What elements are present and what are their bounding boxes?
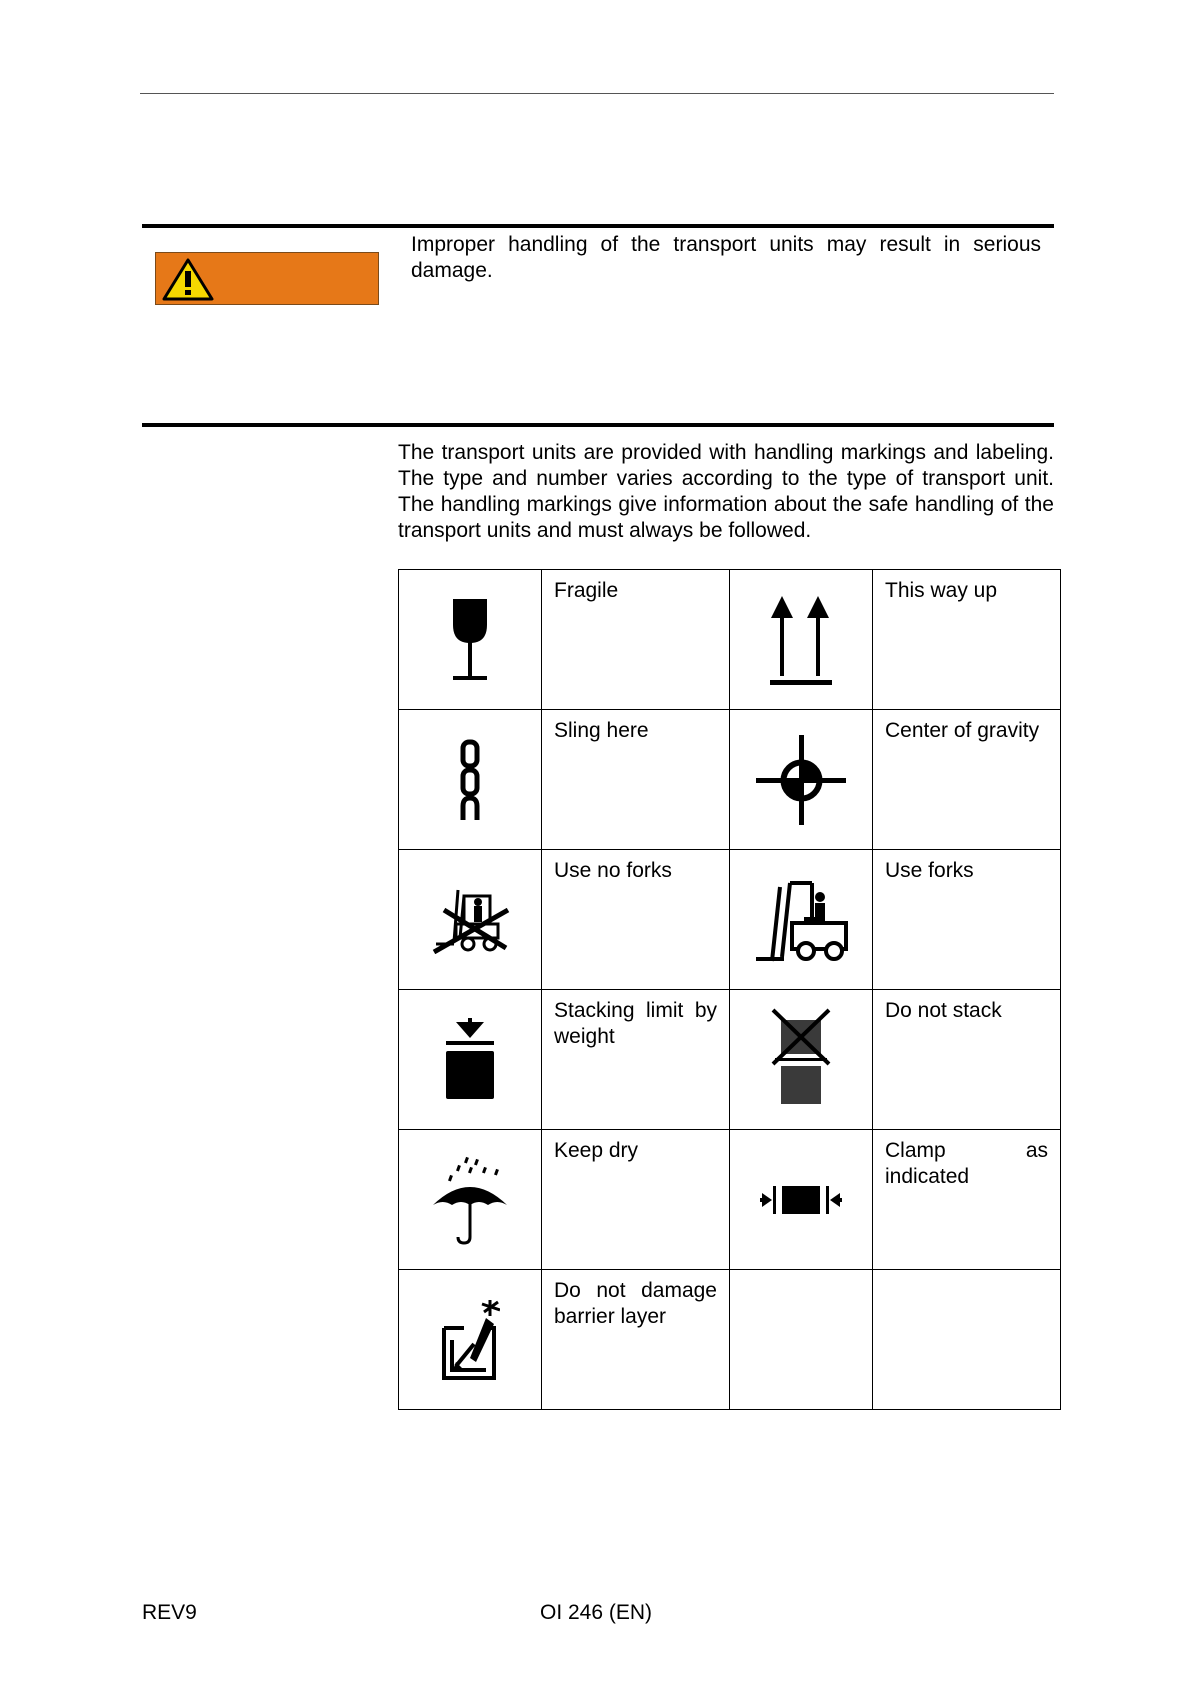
marking-label: Do not damage barrier layer: [542, 1270, 730, 1410]
section-rule: [142, 423, 1054, 427]
center-of-gravity-icon: [756, 735, 846, 825]
forklift-icon: [754, 877, 848, 963]
marking-icon-cell: [399, 1130, 542, 1270]
umbrella-rain-icon: [431, 1155, 509, 1245]
empty-icon-cell: [730, 1270, 873, 1410]
intro-paragraph: The transport units are provided with handling markings and labeling. The type and number varies according to the type of transport unit. The handling markings give information about the safe handling of the transport units and must always be followed.: [398, 441, 1054, 542]
marking-label: Clamp as indicated: [873, 1130, 1061, 1270]
marking-label: Keep dry: [542, 1130, 730, 1270]
table-row: [399, 1130, 1061, 1270]
marking-icon-cell: [730, 1130, 873, 1270]
header-rule: [140, 93, 1054, 94]
table-row: [399, 710, 1061, 850]
marking-label: Stacking limit by weight: [542, 990, 730, 1130]
no-forklift-icon: [430, 886, 510, 954]
marking-icon-cell: [730, 710, 873, 850]
marking-icon-cell: [399, 990, 542, 1130]
warning-text: Improper handling of the transport units may result in serious damage.: [411, 233, 1041, 282]
table-row: [399, 1270, 1061, 1410]
marking-label: Use forks: [873, 850, 1061, 990]
table-row: [399, 570, 1061, 710]
table-row: [399, 850, 1061, 990]
marking-icon-cell: [399, 710, 542, 850]
fragile-glass-icon: [450, 597, 490, 683]
marking-label: Sling here: [542, 710, 730, 850]
warning-triangle-icon: [162, 258, 214, 301]
marking-icon-cell: [730, 570, 873, 710]
marking-icon-cell: [399, 570, 542, 710]
barrier-layer-icon: [440, 1298, 500, 1382]
warning-top-rule: [142, 224, 1054, 228]
marking-label: Use no forks: [542, 850, 730, 990]
marking-label: Center of gravity: [873, 710, 1061, 850]
chain-sling-icon: [458, 738, 482, 822]
marking-label: Fragile: [542, 570, 730, 710]
marking-icon-cell: [730, 850, 873, 990]
warning-label: [155, 252, 379, 305]
marking-icon-cell: [730, 990, 873, 1130]
stacking-limit-icon: [444, 1018, 496, 1102]
footer-document-id: OI 246 (EN): [540, 1601, 653, 1624]
handling-markings-table: [398, 569, 1061, 1410]
marking-icon-cell: [399, 1270, 542, 1410]
marking-label: This way up: [873, 570, 1061, 710]
empty-label-cell: [873, 1270, 1061, 1410]
table-row: [399, 990, 1061, 1130]
marking-icon-cell: [399, 850, 542, 990]
this-way-up-arrows-icon: [768, 594, 834, 686]
do-not-stack-icon: [771, 1008, 831, 1112]
marking-label: Do not stack: [873, 990, 1061, 1130]
clamp-icon: [760, 1182, 842, 1218]
footer-revision: REV9: [142, 1601, 197, 1624]
